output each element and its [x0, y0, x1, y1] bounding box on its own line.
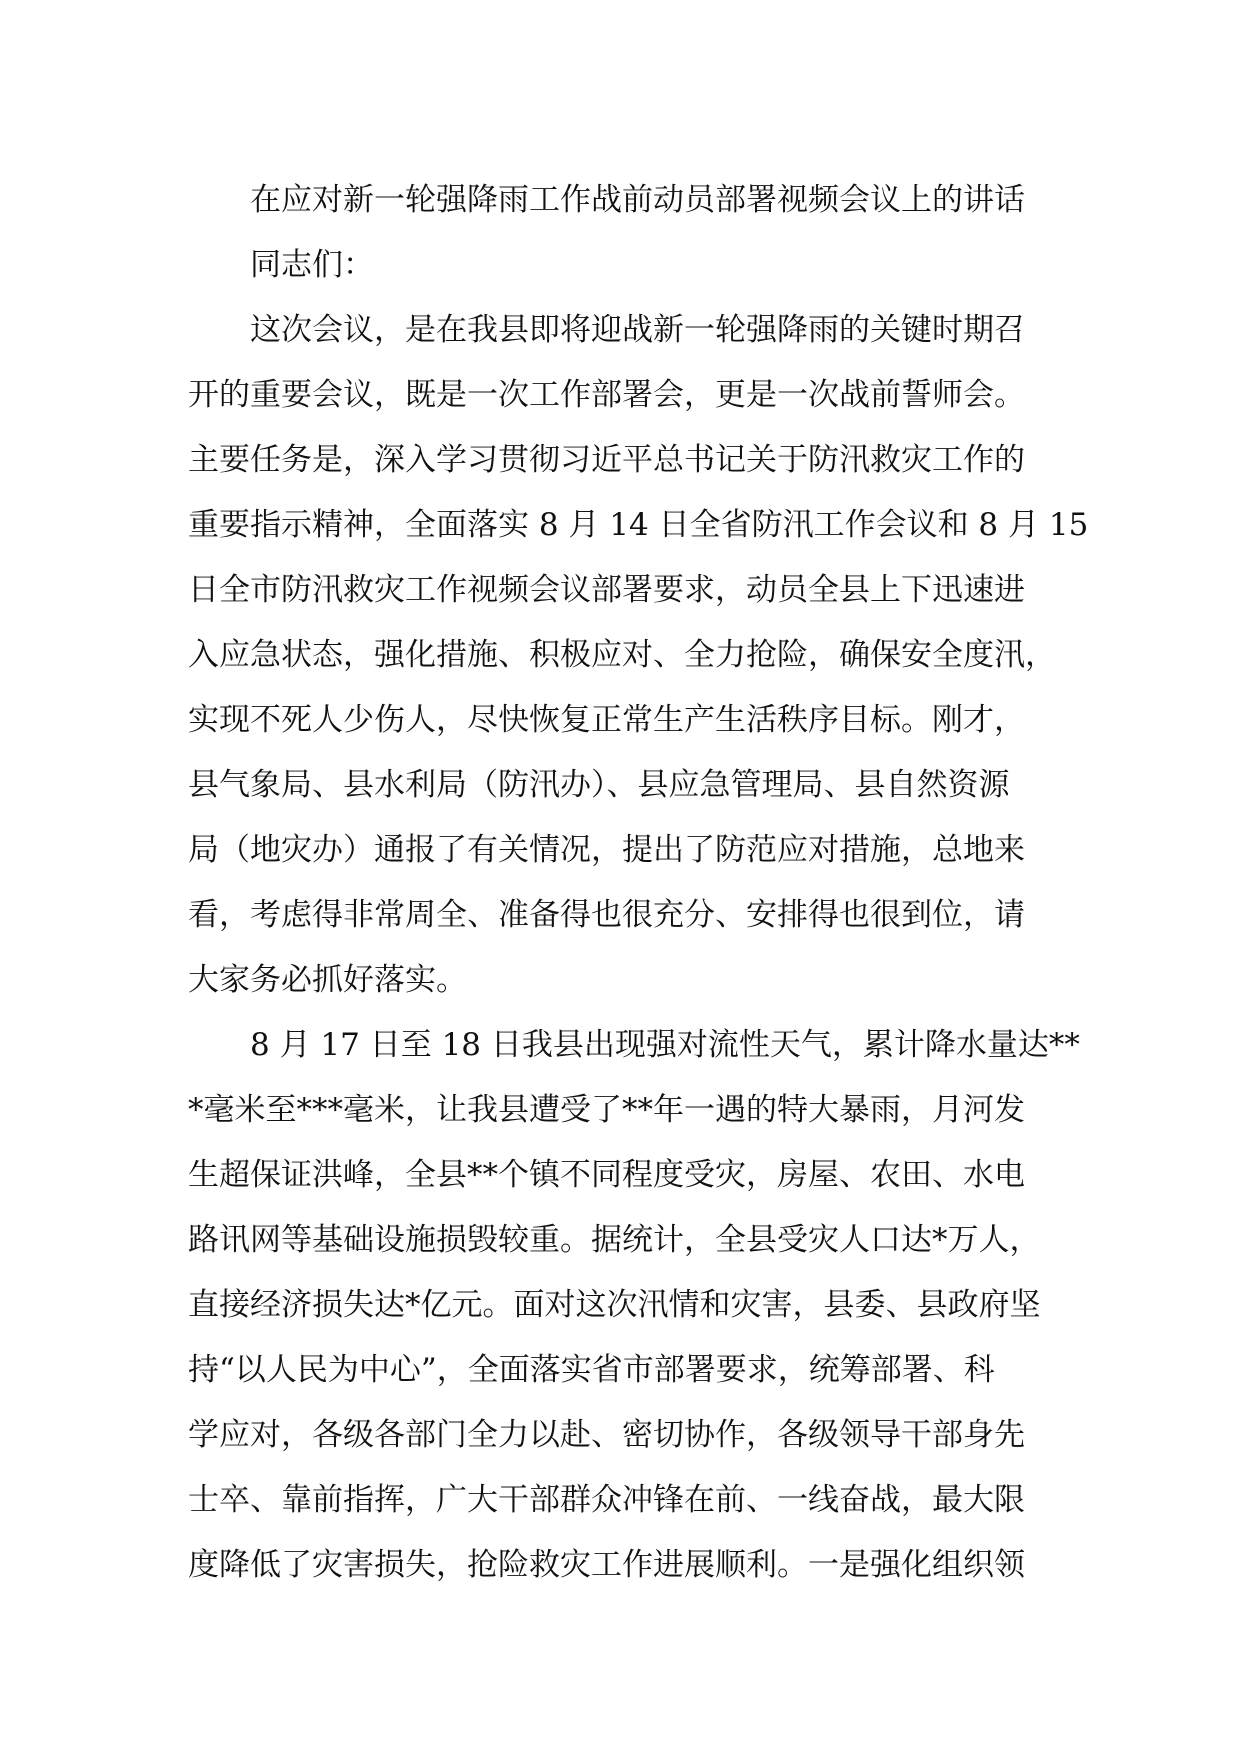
paragraph-line: 这次会议，是在我县即将迎战新一轮强降雨的关键时期召	[250, 312, 1025, 348]
paragraph-line: 路讯网等基础设施损毁较重。据统计，全县受灾人口达*万人，	[188, 1222, 1041, 1258]
paragraph-line: 主要任务是，深入学习贯彻习近平总书记关于防汛救灾工作的	[188, 442, 1025, 478]
paragraph-line: 看，考虑得非常周全、准备得也很充分、安排得也很到位，请	[188, 897, 1025, 933]
paragraph-line: 县气象局、县水利局（防汛办）、县应急管理局、县自然资源	[188, 767, 1010, 803]
paragraph-line: 直接经济损失达*亿元。面对这次汛情和灾害，县委、县政府坚	[188, 1287, 1041, 1323]
document-body	[188, 168, 1088, 1598]
paragraph-line: 持“以人民为中心”，全面落实省市部署要求，统筹部署、科	[188, 1352, 995, 1388]
paragraph-line: 开的重要会议，既是一次工作部署会，更是一次战前誓师会。	[188, 377, 1025, 413]
document-title: 在应对新一轮强降雨工作战前动员部署视频会议上的讲话	[250, 182, 1025, 218]
paragraph-line: 重要指示精神，全面落实 8 月 14 日全省防汛工作会议和 8 月 15	[188, 507, 1089, 543]
paragraph-line: 度降低了灾害损失，抢险救灾工作进展顺利。一是强化组织领	[188, 1547, 1025, 1583]
paragraph-line: 士卒、靠前指挥，广大干部群众冲锋在前、一线奋战，最大限	[188, 1482, 1025, 1518]
paragraph-line: 学应对，各级各部门全力以赴、密切协作，各级领导干部身先	[188, 1417, 1025, 1453]
paragraph-line: *毫米至***毫米，让我县遭受了**年一遇的特大暴雨，月河发	[188, 1092, 1025, 1128]
paragraph-line: 日全市防汛救灾工作视频会议部署要求，动员全县上下迅速进	[188, 572, 1025, 608]
paragraph-2	[188, 1013, 1088, 1598]
paragraph-line: 生超保证洪峰，全县**个镇不同程度受灾，房屋、农田、水电	[188, 1157, 1025, 1193]
salutation: 同志们：	[250, 247, 374, 283]
paragraph-1	[188, 298, 1088, 1013]
paragraph-line: 局（地灾办）通报了有关情况，提出了防范应对措施，总地来	[188, 832, 1025, 868]
paragraph-line: 8 月 17 日至 18 日我县出现强对流性天气，累计降水量达**	[250, 1027, 1080, 1063]
paragraph-line: 实现不死人少伤人，尽快恢复正常生产生活秩序目标。刚才，	[188, 702, 1025, 738]
paragraph-line: 入应急状态，强化措施、积极应对、全力抢险，确保安全度汛，	[188, 637, 1056, 673]
paragraph-line: 大家务必抓好落实。	[188, 962, 467, 998]
